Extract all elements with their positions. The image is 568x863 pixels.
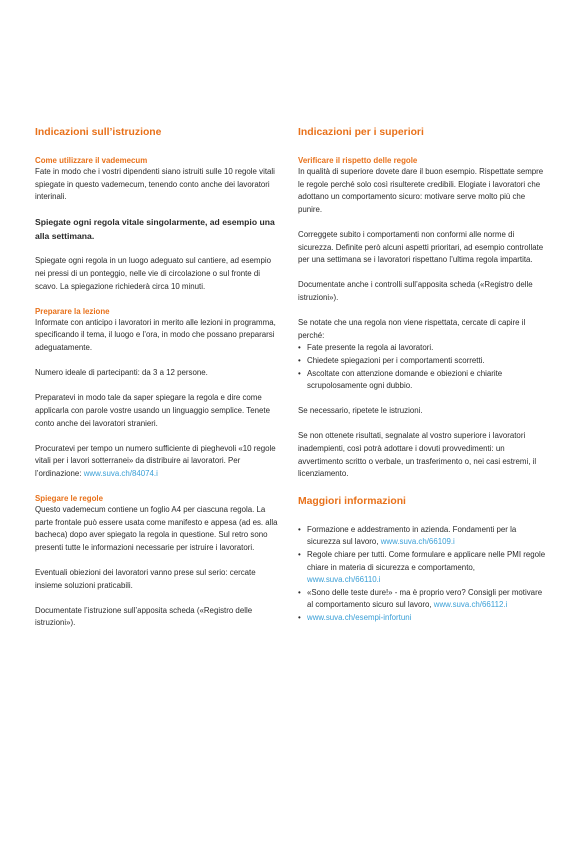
bullet-icon: •	[298, 587, 301, 597]
paragraph: Documentate anche i controlli sull’apposita scheda («Registro delle istruzioni»).	[298, 280, 533, 302]
paragraph: In qualità di superiore dovete dare il buon esempio. Rispettate sempre le regole perché solo così risulterete credibili. Elogiate i lavoratori che adottano un comportamento sicuro: motivare serve molto più che punire.	[298, 167, 544, 214]
text: Procuratevi per tempo un numero sufficiente di pieghevoli «10 regole vitali per i lavori sotterranei» da distribuire ai lavoratori. Per l’ordinazione:	[35, 443, 276, 478]
bold-paragraph: Spiegate ogni regola vitale singolarmente, ad esempio una alla settimana.	[35, 217, 275, 241]
info-list	[298, 524, 546, 625]
list-item-text: Chiedete spiegazioni per i comportamenti scorretti.	[307, 355, 485, 365]
left-heading: Indicazioni sull’istruzione	[35, 127, 162, 138]
info-item	[298, 612, 546, 625]
right-column	[298, 126, 546, 637]
info-text: Formazione e addestramento in azienda. Fondamenti per la sicurezza sul lavoro,	[307, 524, 517, 547]
list-item-text: Ascoltate con attenzione domande e obiezioni e chiarite scrupolosamente ogni dubbio.	[307, 368, 503, 391]
bullet-icon: •	[298, 355, 301, 365]
bullet-icon: •	[298, 524, 301, 534]
paragraph: Informate con anticipo i lavoratori in merito alle lezioni in programma, specificando il tema, il luogo e l’ora, in modo che possano prepararsi adeguatamente.	[35, 317, 276, 352]
info-item	[298, 524, 546, 549]
info-heading: Maggiori informazioni	[298, 495, 406, 507]
order-link[interactable]: www.suva.ch/84074.i	[83, 468, 158, 478]
list-item-text: Fate presente la regola ai lavoratori.	[307, 343, 434, 353]
subheading-preparare: Preparare la lezione	[35, 306, 110, 316]
info-link[interactable]: www.suva.ch/66110.i	[307, 575, 381, 585]
paragraph: Se non ottenete risultati, segnalate al vostro superiore i lavoratori inadempienti, così potrà adottare i dovuti provvedimenti: un avvertimento scritto o verbale, un trasferimento o, nei casi estremi, il licenziamento.	[298, 431, 537, 479]
info-link[interactable]: www.suva.ch/66112.i	[433, 600, 508, 610]
bullet-icon: •	[298, 550, 301, 560]
info-item	[298, 587, 546, 612]
list-item	[298, 368, 546, 393]
paragraph: Fate in modo che i vostri dipendenti siano istruiti sulle 10 regole vitali spiegate in questo vademecum, tenendo conto anche dei lavoratori interinali.	[35, 167, 275, 202]
list-item	[298, 355, 546, 368]
bullet-icon: •	[298, 368, 301, 378]
subheading-vademecum: Come utilizzare il vademecum	[35, 156, 148, 165]
paragraph: Se notate che una regola non viene rispettata, cercate di capire il perché:	[298, 318, 526, 340]
paragraph: Correggete subito i comportamenti non conformi alle norme di sicurezza. Definite però alcuni aspetti prioritari, ad esempio controllate per una settimana se i lavoratori rispettano l’ultima regola impartita.	[298, 229, 544, 265]
paragraph: Eventuali obiezioni dei lavoratori vanno prese sul serio: cercate insieme soluzioni praticabili.	[35, 568, 256, 590]
paragraph: Numero ideale di partecipanti: da 3 a 12 persone.	[35, 368, 208, 378]
paragraph: Preparatevi in modo tale da saper spiegare la regola e dire come applicarla con parole vostre usando un linguaggio semplice. Tenete conto anche dei lavoratori stranieri.	[35, 393, 270, 428]
paragraph: Se necessario, ripetete le istruzioni.	[298, 406, 423, 416]
subheading-spiegare: Spiegare le regole	[35, 494, 103, 504]
paragraph: Documentate l’istruzione sull’apposita scheda («Registro delle istruzioni»).	[35, 605, 253, 628]
bullet-icon: •	[298, 343, 301, 353]
info-text: «Sono delle teste dure!» - ma è proprio vero? Consigli per motivare al comportamento sicuro sul lavoro,	[307, 587, 543, 610]
paragraph: Questo vademecum contiene un foglio A4 per ciascuna regola. La parte frontale può essere usata come manifesto e appesa (ad es. alla bacheca) dopo aver spiegato la regola in questione. Sul retro sono presenti tutte le informazioni necessarie per istruire i lavoratori.	[35, 505, 278, 552]
info-link[interactable]: www.suva.ch/esempi-infortuni	[307, 613, 412, 622]
list-item	[298, 342, 546, 355]
info-link[interactable]: www.suva.ch/66109.i	[380, 537, 455, 547]
info-text: Regole chiare per tutti. Come formulare e applicare nelle PMI regole chiare in materia di sicurezza e comportamento,	[307, 550, 546, 572]
left-column	[35, 126, 282, 643]
paragraph: Spiegate ogni regola in un luogo adeguato sul cantiere, ad esempio nei pressi di un ponteggio, nelle vie di circolazione o sul fronte di scavo. La spiegazione richiederà circa 10 minuti.	[35, 256, 272, 291]
right-heading: Indicazioni per i superiori	[298, 127, 424, 138]
subheading-verificare: Verificare il rispetto delle regole	[298, 156, 418, 165]
paragraph	[35, 443, 282, 481]
info-item	[298, 549, 546, 587]
bullet-icon: •	[298, 613, 301, 622]
bullet-list	[298, 342, 546, 392]
